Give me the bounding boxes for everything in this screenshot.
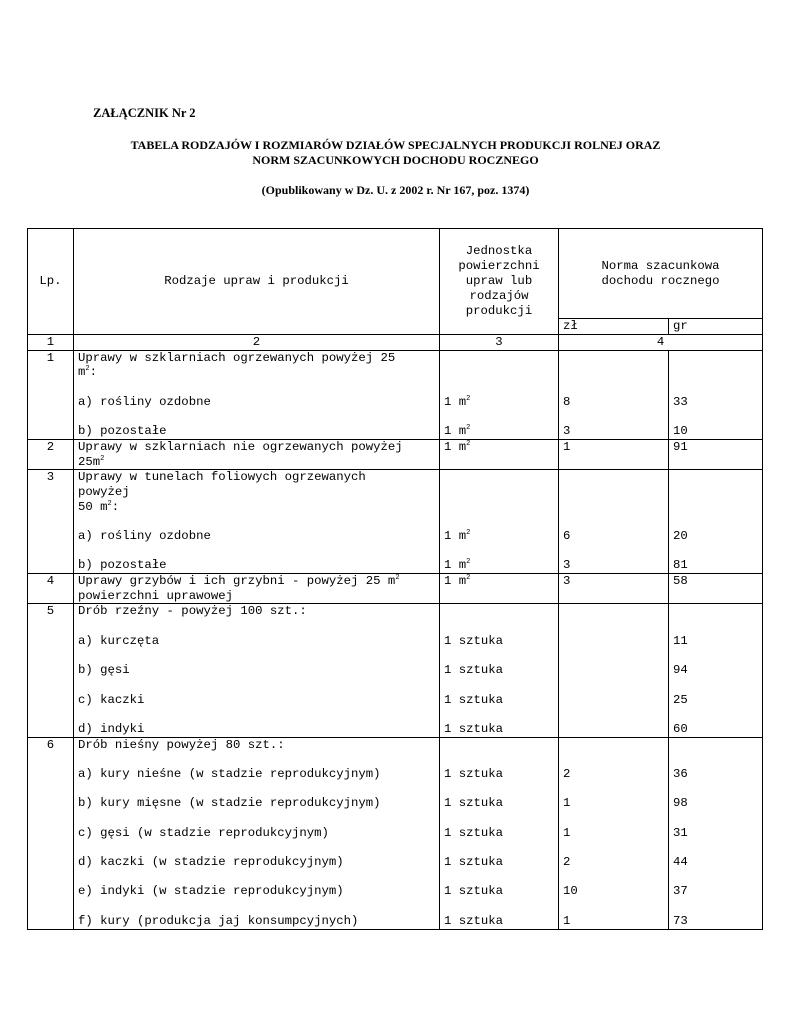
row-description: Uprawy w szklarniach ogrzewanych powyżej 25 $m^2$: a) rośliny ozdobne b) pozostałe [74, 350, 440, 439]
row-lp: 3 [28, 470, 74, 574]
row-unit: 1 $m^2$ 1 $m^2$ [440, 470, 559, 574]
table-row [28, 470, 763, 574]
row-lp: 6 [28, 737, 74, 929]
row-zl: 3 [559, 574, 669, 604]
annex-heading: ZAŁĄCZNIK Nr 2 [93, 106, 196, 120]
row-gr: 58 [669, 574, 763, 604]
row-description: Uprawy grzybów i ich grzybni - powyżej 25 $m^2$ powierzchni uprawowej [74, 574, 440, 604]
row-lp: 5 [28, 604, 74, 737]
special-production-table [27, 228, 763, 930]
row-gr: 20 81 [669, 470, 763, 574]
row-description: Uprawy w szklarniach nie ogrzewanych powyżej $25m^2$ [74, 439, 440, 469]
column-number-row [28, 335, 763, 351]
table-row [28, 604, 763, 737]
title-line-1: TABELA RODZAJÓW I ROZMIARÓW DZIAŁÓW SPECJALNYCH PRODUKCJI ROLNEJ ORAZ [130, 138, 661, 152]
header-row [28, 229, 763, 319]
header-type: Rodzaje upraw i produkcji [74, 229, 440, 335]
column-number-3: 3 [440, 335, 559, 351]
header-zl: zł [559, 319, 669, 335]
row-zl [559, 604, 669, 737]
row-unit: 1 $m^2$ [440, 439, 559, 469]
row-unit: 1 $m^2$ 1 $m^2$ [440, 350, 559, 439]
column-number-4: 4 [559, 335, 763, 351]
row-description: Drób nieśny powyżej 80 szt.: a) kury nieśne (w stadzie reprodukcyjnym) b) kury mięsne (w stadzie reprodukcyjnym) c) gęsi (w stadzie reprodukcyjnym) d) kaczki (w stadzie reprodukcyjnym) e) indyki (w stadzie reprodukcyjnym) f) kury (produkcja jaj konsumpcyjnych) [74, 737, 440, 929]
table-row [28, 574, 763, 604]
row-description: Uprawy w tunelach foliowych ogrzewanych powyżej 50 $m^2$: a) rośliny ozdobne b) pozostałe [74, 470, 440, 574]
header-unit: Jednostka powierzchni upraw lub rodzajów produkcji [440, 229, 559, 335]
row-lp: 1 [28, 350, 74, 439]
row-lp: 4 [28, 574, 74, 604]
column-number-1: 1 [28, 335, 74, 351]
row-lp: 2 [28, 439, 74, 469]
table-row [28, 350, 763, 439]
header-norm: Norma szacunkowa dochodu rocznego [559, 229, 763, 319]
header-gr: gr [669, 319, 763, 335]
row-gr: 33 10 [669, 350, 763, 439]
title-line-2: NORM SZACUNKOWYCH DOCHODU ROCZNEGO [252, 153, 539, 167]
row-zl: 2 1 1 2 10 1 [559, 737, 669, 929]
row-zl: 6 3 [559, 470, 669, 574]
publication-note: (Opublikowany w Dz. U. z 2002 r. Nr 167, poz. 1374) [261, 183, 530, 197]
column-number-2: 2 [74, 335, 440, 351]
row-gr: 11 94 25 60 [669, 604, 763, 737]
row-unit: 1 $m^2$ [440, 574, 559, 604]
row-gr: 91 [669, 439, 763, 469]
table-row [28, 737, 763, 929]
header-lp: Lp. [28, 229, 74, 335]
row-description: Drób rzeźny - powyżej 100 szt.: a) kurczęta b) gęsi c) kaczki d) indyki [74, 604, 440, 737]
row-unit: 1 sztuka 1 sztuka 1 sztuka 1 sztuka 1 sztuka 1 sztuka [440, 737, 559, 929]
row-zl: 8 3 [559, 350, 669, 439]
row-unit: 1 sztuka 1 sztuka 1 sztuka 1 sztuka [440, 604, 559, 737]
row-zl: 1 [559, 439, 669, 469]
row-gr: 36 98 31 44 37 73 [669, 737, 763, 929]
table-row [28, 439, 763, 469]
